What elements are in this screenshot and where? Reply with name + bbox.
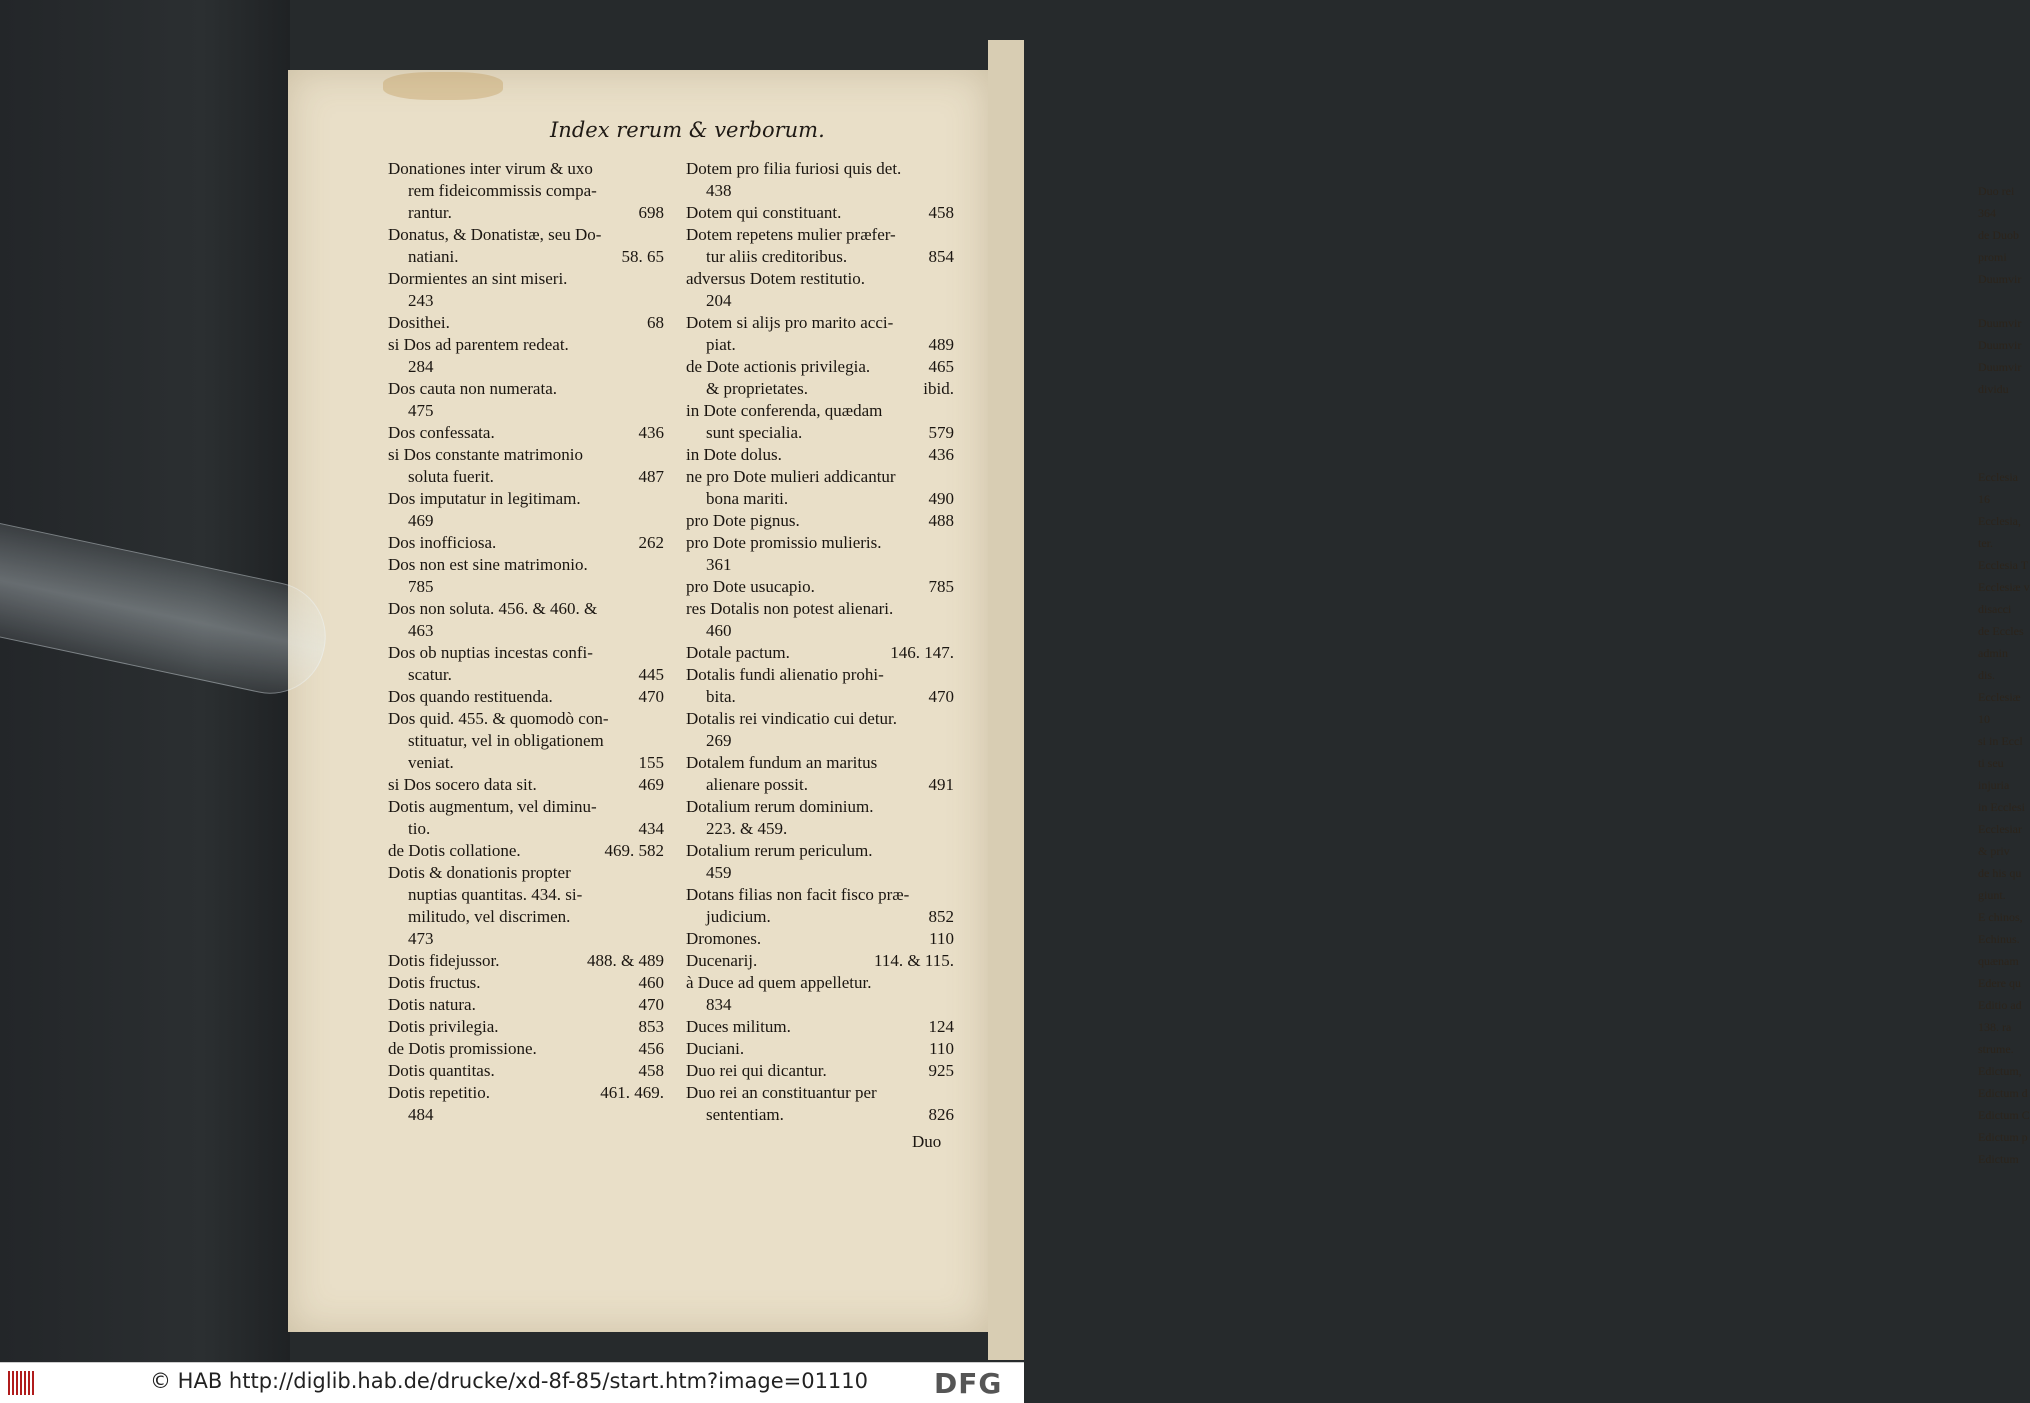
entry-text: Dos non soluta. 456. & 460. & — [388, 599, 598, 618]
entry-text: Dos cauta non numerata. — [388, 379, 557, 398]
facing-page-fragment: Duumvir — [1978, 272, 2022, 286]
index-entry — [686, 840, 954, 862]
index-entry — [686, 356, 954, 378]
entry-page-number: 854 — [928, 247, 954, 266]
entry-text: Dotis fidejussor. — [388, 951, 500, 970]
index-entry — [388, 840, 664, 862]
entry-text: Dotalis rei vindicatio cui detur. — [686, 709, 898, 728]
index-entry — [686, 422, 954, 444]
entry-text: 223. & 459. — [706, 819, 788, 838]
entry-text: Dotis privilegia. — [388, 1017, 499, 1036]
entry-text: adversus Dotem restitutio. — [686, 269, 865, 288]
entry-text: Dosithei. — [388, 313, 450, 332]
index-entry — [686, 642, 954, 664]
facing-page-fragment: Duumvir — [1978, 360, 2022, 374]
entry-text: bona mariti. — [706, 489, 789, 508]
index-entry — [686, 1060, 954, 1082]
facing-page-fragment: Ecclesiæ — [1978, 690, 2021, 704]
footer-bar — [0, 1362, 1024, 1403]
entry-page-number: 58. 65 — [621, 247, 664, 266]
entry-text: Dormientes an sint miseri. — [388, 269, 568, 288]
index-entry — [388, 290, 664, 312]
index-entry — [686, 862, 954, 884]
entry-page-number: 698 — [638, 203, 664, 222]
entry-page-number: 436 — [638, 423, 664, 442]
entry-text: nuptias quantitas. 434. si- — [408, 885, 583, 904]
index-entry — [686, 268, 954, 290]
entry-page-number: 470 — [928, 687, 954, 706]
index-entry — [388, 422, 664, 444]
index-entry — [686, 334, 954, 356]
index-entry — [686, 246, 954, 268]
index-entry — [686, 1082, 954, 1104]
entry-page-number: 146. 147. — [890, 643, 954, 662]
entry-page-number: 852 — [928, 907, 954, 926]
entry-text: natiani. — [408, 247, 459, 266]
entry-text: 269 — [706, 731, 732, 750]
entry-text: 243 — [408, 291, 434, 310]
index-entry — [686, 884, 954, 906]
entry-text: 834 — [706, 995, 732, 1014]
index-entry — [686, 444, 954, 466]
facing-page-fragment: giunt. — [1978, 888, 2006, 902]
index-entry — [686, 532, 954, 554]
entry-page-number: 458 — [928, 203, 954, 222]
entry-page-number: 470 — [638, 687, 664, 706]
entry-text: Donatus, & Donatistæ, seu Do- — [388, 225, 602, 244]
facing-page-fragment: & priv — [1978, 844, 2010, 858]
entry-text: 484 — [408, 1105, 434, 1124]
index-entry — [388, 598, 664, 620]
entry-text: de Dotis collatione. — [388, 841, 521, 860]
index-entry — [686, 400, 954, 422]
facing-page-fragment: Duumvir — [1978, 316, 2022, 330]
facing-page-fragment — [1978, 290, 2012, 312]
index-entry — [388, 466, 664, 488]
index-column-right — [686, 158, 954, 1126]
entry-text: Dos quid. 455. & quomodò con- — [388, 709, 609, 728]
entry-page-number: 925 — [928, 1061, 954, 1080]
entry-page-number: 124 — [928, 1017, 954, 1036]
entry-page-number: 465 — [928, 357, 954, 376]
entry-text: Duciani. — [686, 1039, 745, 1058]
entry-text: sunt specialia. — [706, 423, 803, 442]
facing-page-fragment: strume. — [1978, 1042, 2014, 1056]
entry-text: alienare possit. — [706, 775, 808, 794]
entry-page-number: 436 — [928, 445, 954, 464]
facing-page-fragment: ti seu — [1978, 756, 2004, 770]
entry-text: Dotis quantitas. — [388, 1061, 495, 1080]
facing-page-edge — [988, 40, 2030, 1360]
entry-page-number: 262 — [638, 533, 664, 552]
index-entry — [686, 730, 954, 752]
entry-page-number: 490 — [928, 489, 954, 508]
facing-page-fragment: Ecclesiar — [1978, 822, 2022, 836]
index-entry — [388, 532, 664, 554]
facing-page-fragment — [1978, 422, 2012, 444]
facing-page-fragment: de his qu — [1978, 866, 2022, 880]
entry-text: de Dotis promissione. — [388, 1039, 537, 1058]
facing-page-fragment: Ecclesia T — [1978, 558, 2029, 572]
entry-text: 460 — [706, 621, 732, 640]
index-entry — [686, 928, 954, 950]
index-entry — [686, 994, 954, 1016]
facing-page-fragment: 16 — [1978, 492, 1990, 506]
entry-text: rantur. — [408, 203, 452, 222]
index-entry — [686, 774, 954, 796]
facing-page-fragment: de Eccles — [1978, 624, 2024, 638]
index-entry — [686, 224, 954, 246]
entry-text: sententiam. — [706, 1105, 784, 1124]
entry-text: Dotem repetens mulier præfer- — [686, 225, 896, 244]
entry-text: veniat. — [408, 753, 454, 772]
entry-text: à Duce ad quem appelletur. — [686, 973, 872, 992]
index-entry — [686, 312, 954, 334]
entry-page-number: 68 — [647, 313, 664, 332]
index-entry — [388, 400, 664, 422]
facing-page-fragments — [1978, 180, 2030, 1170]
entry-page-number: 461. 469. — [600, 1083, 664, 1102]
entry-text: Dos confessata. — [388, 423, 495, 442]
index-entry — [388, 686, 664, 708]
facing-page-fragment — [1978, 444, 2012, 466]
index-entry — [686, 576, 954, 598]
facing-page-fragment: Ecclesiæ v — [1978, 580, 2030, 594]
entry-text: Dromones. — [686, 929, 762, 948]
entry-page-number: 487 — [638, 467, 664, 486]
paper-stain — [383, 72, 503, 100]
facing-page-fragment: disacci — [1978, 602, 2012, 616]
index-entry — [388, 554, 664, 576]
entry-text: Donationes inter virum & uxo — [388, 159, 593, 178]
index-entry — [388, 356, 664, 378]
index-entry — [686, 752, 954, 774]
index-entry — [686, 510, 954, 532]
entry-text: si Dos socero data sit. — [388, 775, 537, 794]
entry-page-number: 579 — [928, 423, 954, 442]
facing-page-fragment: in Ecclesi — [1978, 800, 2025, 814]
entry-text: scatur. — [408, 665, 452, 684]
entry-text: Dotale pactum. — [686, 643, 790, 662]
entry-text: Dotis natura. — [388, 995, 476, 1014]
entry-text: Dos ob nuptias incestas confi- — [388, 643, 593, 662]
entry-text: tio. — [408, 819, 431, 838]
entry-page-number: 155 — [638, 753, 664, 772]
index-entry — [388, 488, 664, 510]
facing-page-fragment: injuria — [1978, 778, 2010, 792]
facing-page-fragment: Ecclesia — [1978, 470, 2018, 484]
index-entry — [686, 1104, 954, 1126]
index-entry — [388, 796, 664, 818]
index-entry — [686, 664, 954, 686]
entry-page-number: 460 — [638, 973, 664, 992]
entry-text: Dos inofficiosa. — [388, 533, 497, 552]
entry-text: 785 — [408, 577, 434, 596]
index-entry — [686, 686, 954, 708]
entry-page-number: 456 — [638, 1039, 664, 1058]
entry-text: Duo rei an constituantur per — [686, 1083, 877, 1102]
entry-text: bita. — [706, 687, 736, 706]
entry-page-number: 114. & 115. — [874, 951, 954, 970]
entry-text: Dos quando restituenda. — [388, 687, 553, 706]
index-entry — [388, 774, 664, 796]
entry-text: de Dote actionis privilegia. — [686, 357, 871, 376]
facing-page-fragment: dis. — [1978, 668, 1996, 682]
entry-text: si Dos constante matrimonio — [388, 445, 584, 464]
index-entry — [388, 752, 664, 774]
entry-page-number: 434 — [638, 819, 664, 838]
footer-url[interactable]: © HAB http://diglib.hab.de/drucke/xd-8f-85/start.htm?image=01110 — [150, 1369, 869, 1393]
entry-page-number: 110 — [929, 1039, 954, 1058]
index-entry — [388, 1082, 664, 1104]
entry-text: Dotalium rerum dominium. — [686, 797, 874, 816]
entry-text: si Dos ad parentem redeat. — [388, 335, 569, 354]
entry-text: 473 — [408, 929, 434, 948]
index-entry — [686, 158, 954, 180]
facing-page-fragment: promi — [1978, 250, 2007, 264]
index-entry — [388, 378, 664, 400]
index-entry — [686, 180, 954, 202]
index-entry — [388, 202, 664, 224]
entry-page-number: 491 — [928, 775, 954, 794]
index-entry — [388, 510, 664, 532]
index-entry — [388, 444, 664, 466]
index-entry — [388, 818, 664, 840]
entry-text: 284 — [408, 357, 434, 376]
facing-page-fragment: de Duob — [1978, 228, 2019, 242]
entry-text: Dotis & donationis propter — [388, 863, 571, 882]
entry-text: tur aliis creditoribus. — [706, 247, 848, 266]
entry-text: Ducenarij. — [686, 951, 758, 970]
entry-text: Dotalem fundum an maritus — [686, 753, 878, 772]
index-entry — [388, 884, 664, 906]
entry-page-number: 489 — [928, 335, 954, 354]
facing-page-fragment: Edictum p — [1978, 1130, 2028, 1144]
facing-page-fragment: 364 — [1978, 206, 1996, 220]
running-head: Index rerum & verborum. — [550, 118, 825, 142]
entry-text: 459 — [706, 863, 732, 882]
entry-text: rem fideicommissis compa- — [408, 181, 597, 200]
index-entry — [388, 180, 664, 202]
index-entry — [686, 554, 954, 576]
entry-page-number: 488 — [928, 511, 954, 530]
facing-page-fragment: Edictum C — [1978, 1108, 2030, 1122]
facing-page-fragment: si in Eccl — [1978, 734, 2023, 748]
index-entry — [388, 620, 664, 642]
entry-page-number: 469 — [638, 775, 664, 794]
facing-page-fragment: Duumvir — [1978, 338, 2022, 352]
entry-page-number: 470 — [638, 995, 664, 1014]
entry-page-number: 458 — [638, 1061, 664, 1080]
facing-page-fragment: 138. ra — [1978, 1020, 2012, 1034]
entry-text: Duces militum. — [686, 1017, 791, 1036]
index-entry — [686, 818, 954, 840]
index-entry — [388, 246, 664, 268]
entry-text: Duo rei qui dicantur. — [686, 1061, 827, 1080]
entry-text: pro Dote pignus. — [686, 511, 800, 530]
entry-text: piat. — [706, 335, 736, 354]
index-entry — [388, 708, 664, 730]
facing-page-fragment: Edictum, — [1978, 1064, 2022, 1078]
facing-page-fragment: Duo rei — [1978, 184, 2015, 198]
index-entry — [686, 972, 954, 994]
entry-text: 204 — [706, 291, 732, 310]
index-entry — [686, 950, 954, 972]
entry-text: Dotem si alijs pro marito acci- — [686, 313, 894, 332]
entry-text: 361 — [706, 555, 732, 574]
index-entry — [686, 906, 954, 928]
index-entry — [388, 862, 664, 884]
entry-text: & proprietates. — [706, 379, 808, 398]
entry-text: 469 — [408, 511, 434, 530]
facing-page-fragment: dividu — [1978, 382, 2009, 396]
entry-text: militudo, vel discrimen. — [408, 907, 571, 926]
index-entry — [686, 290, 954, 312]
entry-text: in Dote conferenda, quædam — [686, 401, 883, 420]
index-entry — [686, 598, 954, 620]
index-entry — [686, 1016, 954, 1038]
facing-page-fragment: Ecclesia, — [1978, 514, 2021, 528]
facing-page-fragment: Echinus. — [1978, 932, 2020, 946]
index-entry — [388, 906, 664, 928]
entry-text: Dotem qui constituant. — [686, 203, 842, 222]
facing-page-fragment: 10 — [1978, 712, 1990, 726]
index-entry — [388, 224, 664, 246]
entry-page-number: 110 — [929, 929, 954, 948]
index-entry — [388, 730, 664, 752]
index-entry — [388, 994, 664, 1016]
index-entry — [388, 950, 664, 972]
entry-text: Dos non est sine matrimonio. — [388, 555, 588, 574]
index-entry — [686, 620, 954, 642]
entry-text: Dotem pro filia furiosi quis det. — [686, 159, 902, 178]
facing-page-fragment: Editio ad — [1978, 998, 2022, 1012]
entry-text: 438 — [706, 181, 732, 200]
index-entry — [388, 312, 664, 334]
entry-text: 463 — [408, 621, 434, 640]
index-entry — [686, 1038, 954, 1060]
facing-page-fragment: Edictum — [1978, 1152, 2019, 1166]
entry-text: Dotis repetitio. — [388, 1083, 490, 1102]
facing-page-fragment: Edictum d — [1978, 1086, 2028, 1100]
entry-text: Dos imputatur in legitimam. — [388, 489, 581, 508]
index-entry — [388, 1016, 664, 1038]
entry-text: Dotans filias non facit fisco præ- — [686, 885, 910, 904]
index-entry — [388, 928, 664, 950]
index-entry — [686, 796, 954, 818]
entry-page-number: 826 — [928, 1105, 954, 1124]
index-entry — [388, 1060, 664, 1082]
dfg-logo: DFG — [934, 1367, 1003, 1400]
index-entry — [388, 1104, 664, 1126]
facing-page-fragment: quænam — [1978, 954, 2019, 968]
entry-page-number: 469. 582 — [604, 841, 664, 860]
index-column-left — [388, 158, 664, 1126]
index-entry — [388, 972, 664, 994]
book-page — [288, 70, 988, 1332]
index-entry — [686, 378, 954, 400]
entry-text: Dotalium rerum periculum. — [686, 841, 873, 860]
index-entry — [686, 202, 954, 224]
index-entry — [388, 664, 664, 686]
entry-page-number: 785 — [928, 577, 954, 596]
entry-page-number: 488. & 489 — [587, 951, 664, 970]
index-entry — [686, 466, 954, 488]
entry-text: ne pro Dote mulieri addicantur — [686, 467, 896, 486]
entry-text: judicium. — [706, 907, 771, 926]
facing-page-fragment: ter. — [1978, 536, 1993, 550]
entry-text: Dotis augmentum, vel diminu- — [388, 797, 597, 816]
index-entry — [686, 708, 954, 730]
entry-text: stituatur, vel in obligationem — [408, 731, 604, 750]
entry-text: pro Dote usucapio. — [686, 577, 815, 596]
entry-text: Dotis fructus. — [388, 973, 481, 992]
index-entry — [388, 158, 664, 180]
entry-text: in Dote dolus. — [686, 445, 782, 464]
facing-page-fragment — [1978, 400, 2012, 422]
index-entry — [388, 576, 664, 598]
entry-text: 475 — [408, 401, 434, 420]
entry-text: res Dotalis non potest alienari. — [686, 599, 894, 618]
index-entry — [388, 1038, 664, 1060]
index-entry — [388, 268, 664, 290]
entry-text: soluta fuerit. — [408, 467, 494, 486]
facing-page-fragment: E chinos, — [1978, 910, 2023, 924]
facing-page-fragment: admin — [1978, 646, 2008, 660]
entry-page-number: 445 — [638, 665, 664, 684]
catchword: Duo — [912, 1132, 942, 1151]
entry-page-number: 853 — [638, 1017, 664, 1036]
barcode-icon — [8, 1371, 36, 1395]
entry-page-number: ibid. — [923, 379, 954, 398]
entry-text: Dotalis fundi alienatio prohi- — [686, 665, 884, 684]
index-entry — [388, 334, 664, 356]
index-entry — [388, 642, 664, 664]
facing-page-fragment: Edere qu — [1978, 976, 2021, 990]
index-entry — [686, 488, 954, 510]
entry-text: pro Dote promissio mulieris. — [686, 533, 882, 552]
